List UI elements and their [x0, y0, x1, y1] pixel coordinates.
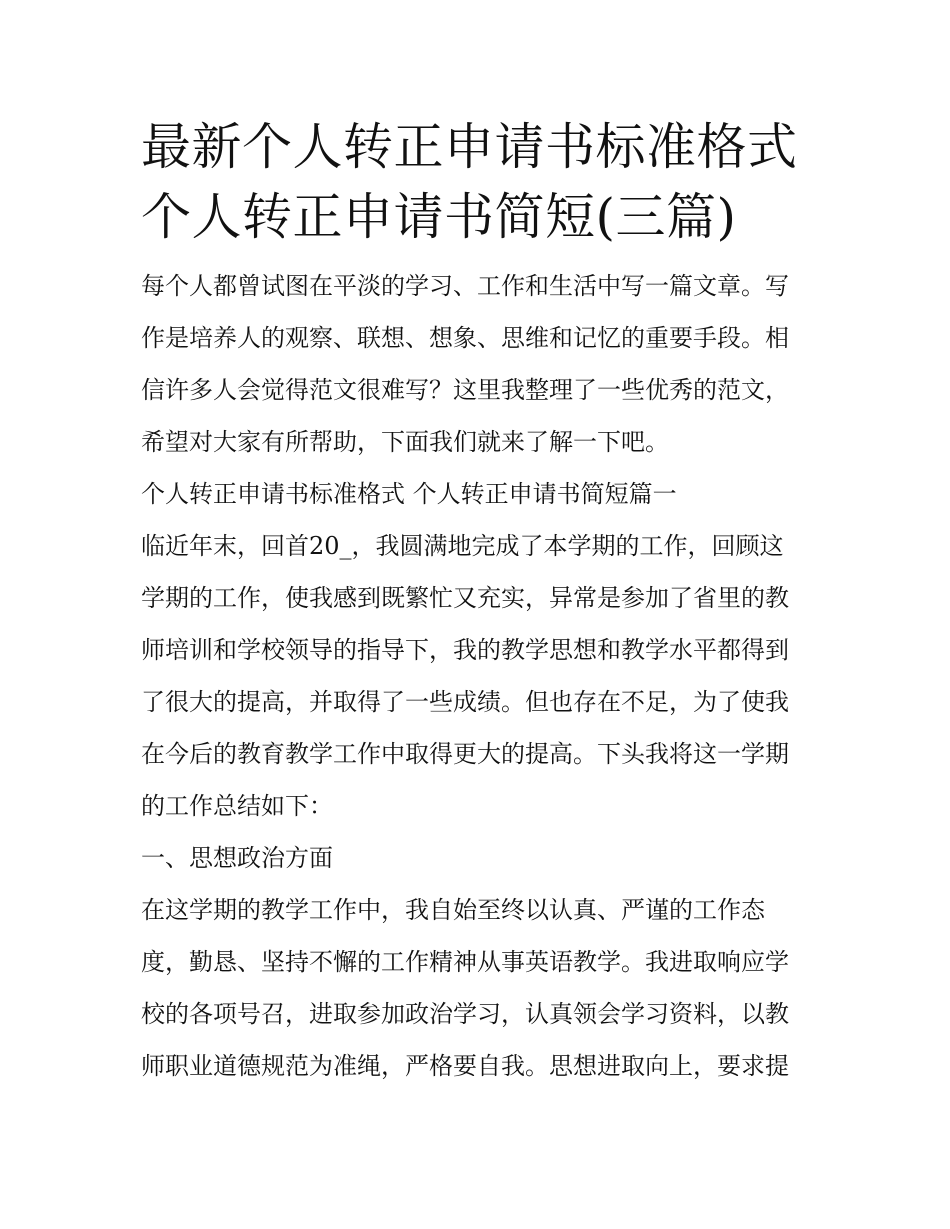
text-line: 希望对大家有所帮助，下面我们就来了解一下吧。	[141, 428, 669, 456]
text-line: 临近年末，回首20_，我圆满地完成了本学期的工作，回顾这	[141, 532, 784, 560]
document-content	[141, 112, 813, 1092]
section-heading-text: 个人转正申请书标准格式 个人转正申请书简短篇一	[141, 480, 677, 508]
text-line: 学期的工作，使我感到既繁忙又充实，异常是参加了省里的教	[141, 584, 789, 612]
subheading	[141, 832, 813, 884]
text-line: 师培训和学校领导的指导下，我的教学思想和教学水平都得到	[141, 636, 789, 664]
text-line: 度，勤恳、坚持不懈的工作精神从事英语教学。我进取响应学	[141, 948, 789, 976]
title-line: 最新个人转正申请书标准格式	[141, 118, 798, 176]
text-line: 了很大的提高，并取得了一些成绩。但也存在不足，为了使我	[141, 688, 789, 716]
section-heading	[141, 468, 813, 520]
text-line: 的工作总结如下：	[141, 792, 333, 820]
document-title	[141, 112, 813, 252]
body-paragraph	[141, 520, 813, 832]
intro-paragraph	[141, 260, 813, 468]
title-line: 个人转正申请书简短(三篇)	[141, 188, 737, 246]
body-paragraph	[141, 884, 813, 1092]
text-line: 作是培养人的观察、联想、想象、思维和记忆的重要手段。相	[141, 324, 789, 352]
text-line: 校的各项号召，进取参加政治学习，认真领会学习资料，以教	[141, 1000, 789, 1028]
text-line: 信许多人会觉得范文很难写？这里我整理了一些优秀的范文，	[141, 376, 789, 404]
text-line: 每个人都曾试图在平淡的学习、工作和生活中写一篇文章。写	[141, 272, 789, 300]
text-line: 在这学期的教学工作中，我自始至终以认真、严谨的工作态	[141, 896, 765, 924]
text-line: 在今后的教育教学工作中取得更大的提高。下头我将这一学期	[141, 740, 789, 768]
subheading-text: 一、思想政治方面	[141, 844, 333, 872]
text-line: 师职业道德规范为准绳，严格要自我。思想进取向上，要求提	[141, 1052, 789, 1080]
